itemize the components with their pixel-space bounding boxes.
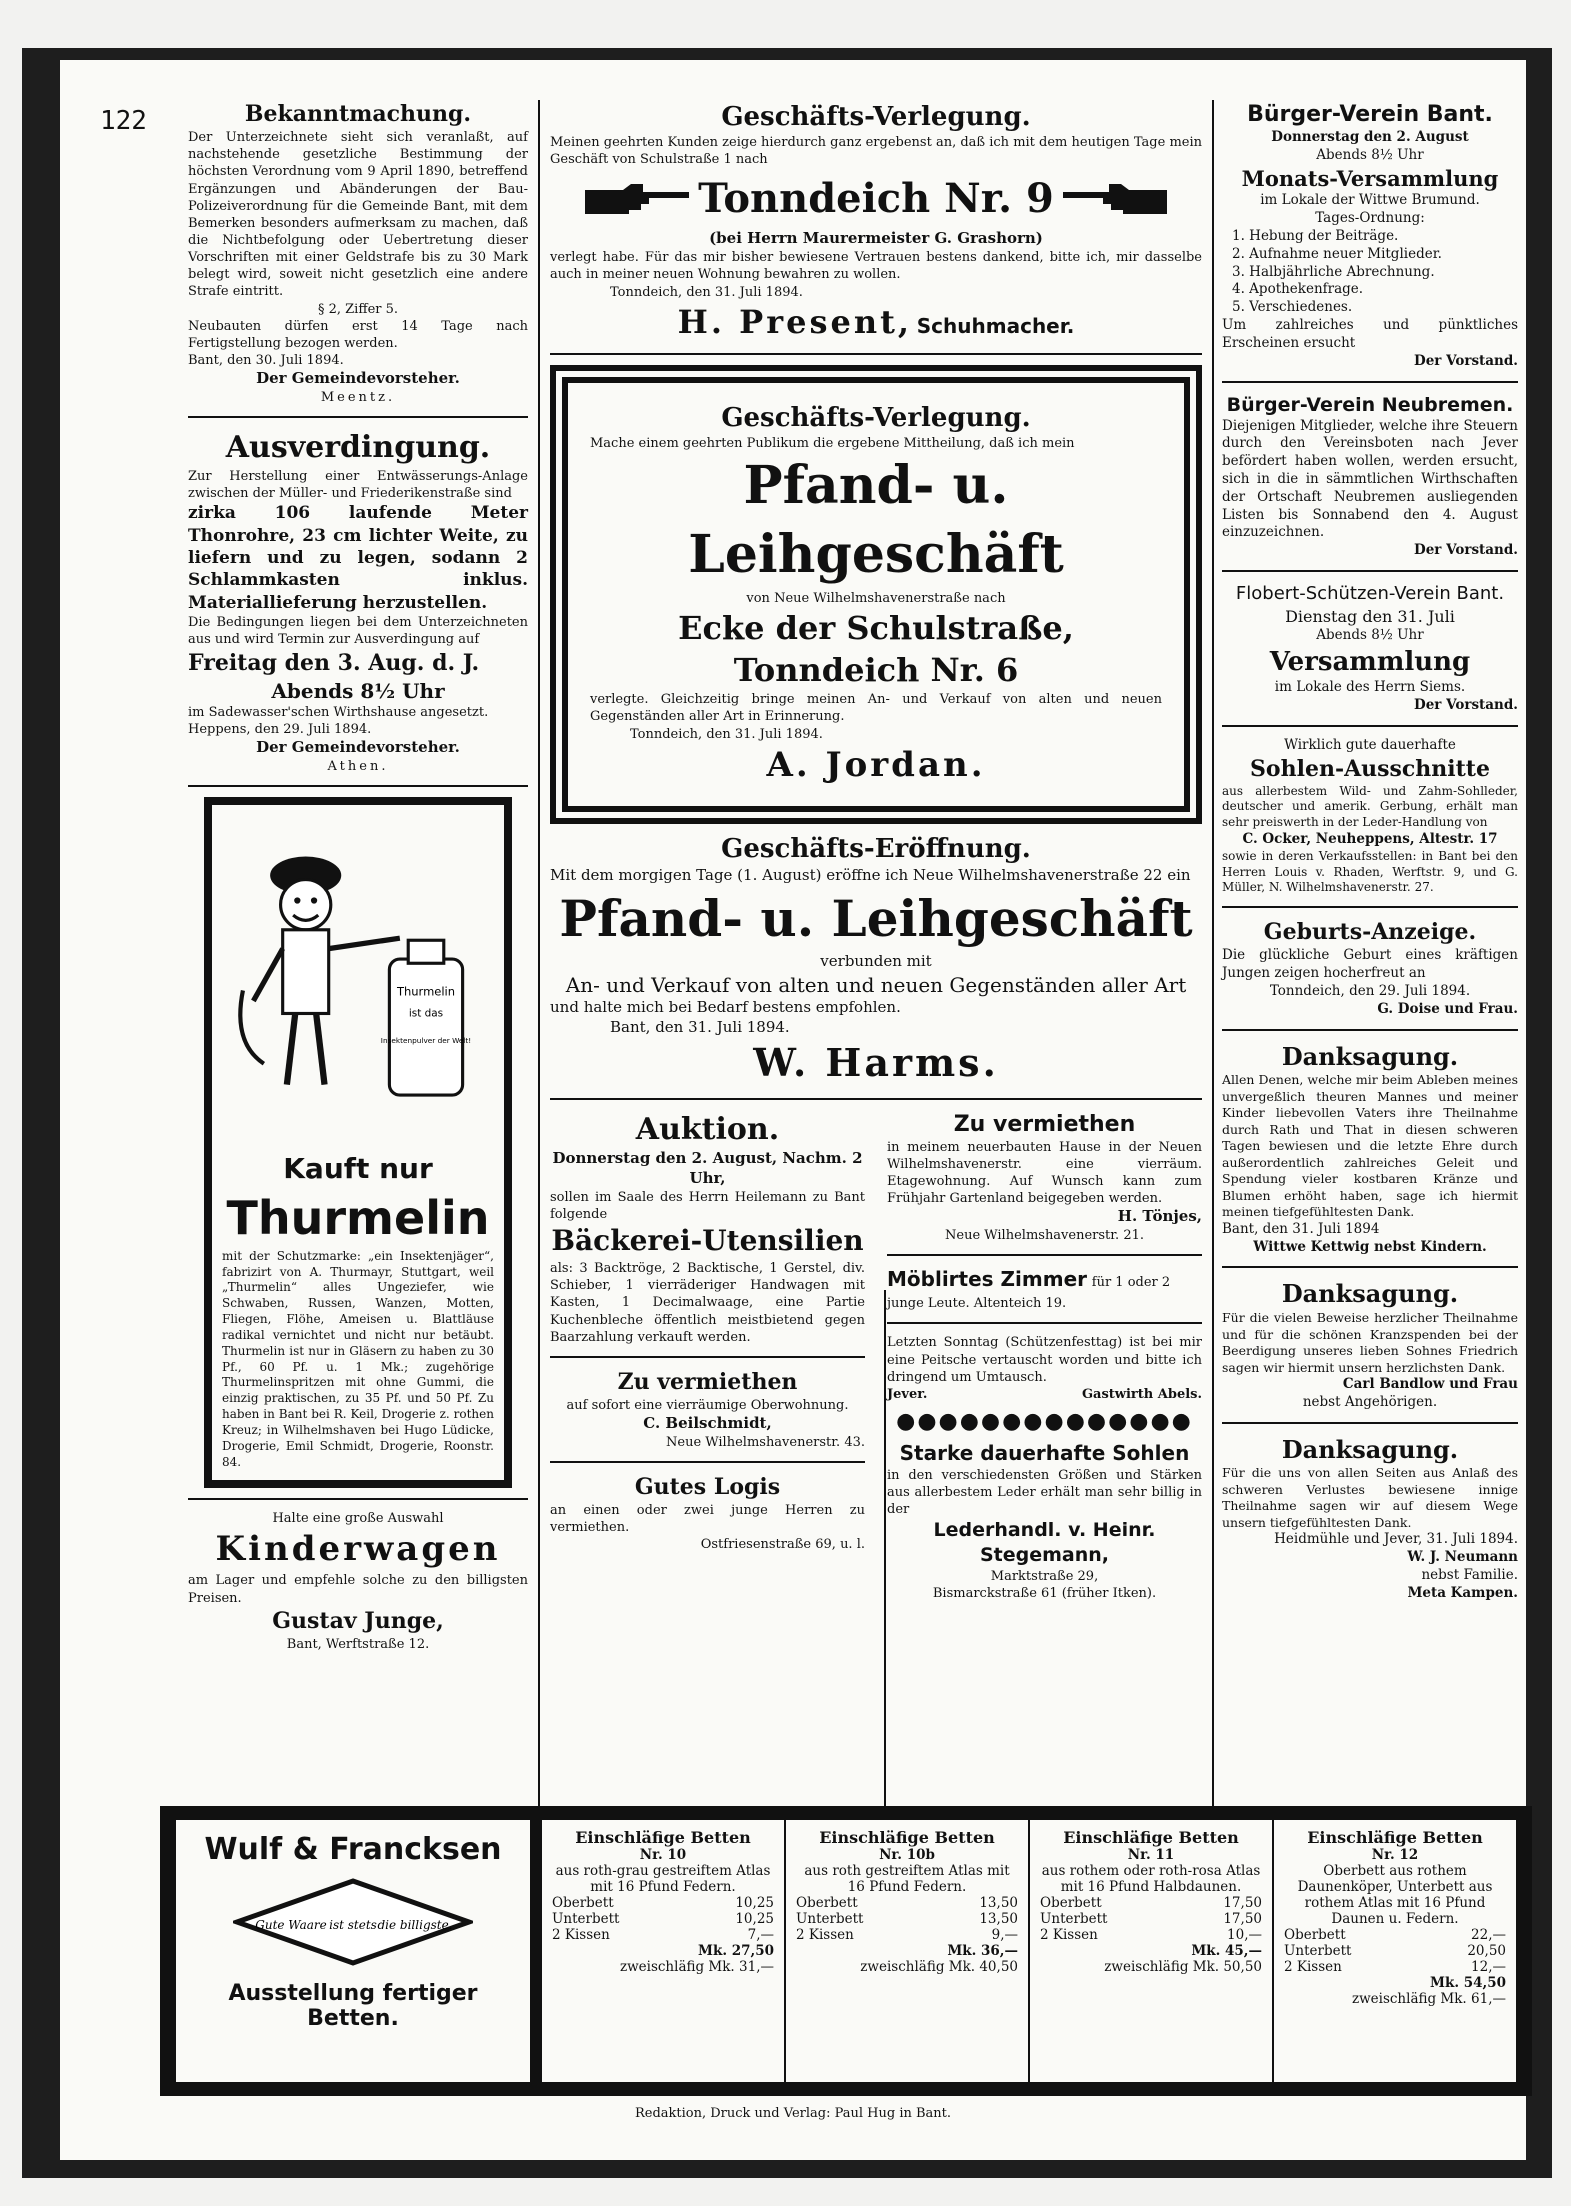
ad-big: Versammlung: [1269, 646, 1471, 677]
item-price: 22,—: [1471, 1927, 1506, 1943]
ad-date: Heidmühle und Jever, 31. Juli 1894.: [1274, 1531, 1518, 1548]
ad-date: Bant, den 31. Juli 1894: [1222, 1220, 1380, 1237]
ad-signature: Der Gemeindevorsteher.: [256, 738, 460, 757]
item-label: 2 Kissen: [1284, 1959, 1342, 1975]
ad-date-big: Freitag den 3. Aug. d. J.: [188, 649, 480, 676]
ad-text: von Neue Wilhelmshavenerstraße nach: [746, 590, 1006, 606]
bed-item: [1284, 1959, 1506, 1975]
ad-order: Tages-Ordnung:: [1315, 210, 1425, 227]
ad-trade: Schuhmacher.: [916, 313, 1075, 338]
ad-title: Geburts-Anzeige.: [1263, 919, 1477, 946]
bed-item: [796, 1927, 1018, 1943]
ad-text: Diejenigen Mitglieder, welche ihre Steuern durch den Vereinsboten nach Jever befördert haben wollen, werden ersucht, sich in die in sämmtlichen Wirthschaften der Ortschaft Neubremen ausliegenden Listen bis Sonnabend den 4. August einzuzeichnen.: [1222, 417, 1518, 541]
ad-big-address: Tonndeich Nr. 9: [698, 174, 1054, 222]
ad-text: Mache einem geehrten Publikum die ergebene Mittheilung, daß ich mein: [590, 436, 1075, 452]
brand-panel: [176, 1820, 540, 2082]
bed-item: [1284, 1943, 1506, 1959]
badge-text: Gute Waare: [255, 1918, 327, 1932]
pointing-hand-icon: [1059, 182, 1169, 216]
ad-text: auf sofort eine vierräumige Oberwohnung.: [566, 1397, 849, 1413]
ad-sub: nebst Angehörigen.: [1302, 1393, 1438, 1410]
pointing-hand-icon: [583, 182, 693, 216]
column-rule: [538, 100, 540, 1840]
ad-date: Donnerstag den 2. August, Nachm. 2 Uhr,: [552, 1149, 863, 1188]
divider: [1222, 570, 1518, 572]
ad-title: Bürger-Verein Bant.: [1247, 102, 1493, 127]
danksagung-3-ad: [1222, 1434, 1518, 1603]
ad-text: verlegt habe. Für das mir bisher bewiesene Vertrauen bestens dankend, bitte ich, mir dasselbe auch in meiner neuen Wohnung bewahren zu wollen.: [550, 250, 1202, 283]
ad-text: Die Bedingungen liegen bei dem Unterzeichneten aus und wird Termin zur Ausverdingung auf: [188, 615, 528, 648]
insect-hunter-illustration: [222, 815, 494, 1145]
ad-title: Auktion.: [635, 1111, 780, 1147]
ad-name: G. Doise und Frau.: [1377, 1000, 1518, 1017]
ad-title: Geschäfts-Verlegung.: [721, 102, 1031, 132]
ad-name: Gastwirth Abels.: [1081, 1386, 1202, 1402]
ad-name: Lederhandl. v. Heinr. Stegemann,: [933, 1518, 1156, 1567]
ad-text: Für die uns von allen Seiten aus Anlaß des schweren Verlustes bewiesene innige Theilnahme sagen wir auf diesem Wege unsern tiefgefühltesten Dank.: [1222, 1465, 1518, 1530]
item-label: Oberbett: [796, 1895, 858, 1911]
ad-text: als: 3 Backtröge, 2 Backtische, 1 Gerstel, div. Schieber, 1 vierräderiger Handwagen mit Kasten, 1 Decimalwaage, eine Partie Kuchenbleche öffentlich meistbietend gegen Baarzahlung verkauft werden.: [550, 1261, 865, 1345]
ad-date: Tonndeich, den 31. Juli 1894.: [610, 284, 803, 300]
quality-badge: [233, 1877, 473, 1967]
bed-double: zweischläfig Mk. 50,50: [1104, 1959, 1262, 1975]
item-label: Oberbett: [552, 1895, 614, 1911]
ad-text: An- und Verkauf von alten und neuen Gegenständen aller Art: [565, 972, 1187, 997]
ad-text: verlegte. Gleichzeitig bringe meinen An- und Verkauf von alten und neuen Gegenständen aller Art in Erinnerung.: [590, 692, 1162, 725]
agenda-item: 5. Verschiedenes.: [1232, 299, 1353, 316]
divider: [1222, 1029, 1518, 1031]
bed-double: zweischläfig Mk. 61,—: [1351, 1991, 1506, 2007]
divider: [188, 785, 528, 787]
divider: [188, 1498, 528, 1500]
thurmelin-ad: [204, 797, 512, 1488]
danksagung-2-ad: [1222, 1278, 1518, 1411]
ad-title: Möblirtes Zimmer: [887, 1267, 1087, 1292]
ad-place: im Lokale der Wittwe Brumund.: [1260, 192, 1480, 209]
bed-double: zweischläfig Mk. 40,50: [860, 1959, 1018, 1975]
bed-desc: aus rothem oder roth-rosa Atlas mit 16 Pfund Halbdaunen.: [1041, 1863, 1261, 1895]
ornament-dots: ●●●●●●●●●●●●●●: [896, 1409, 1193, 1435]
divider: [550, 1461, 865, 1463]
ad-big: Bäckerei-Utensilien: [551, 1224, 864, 1258]
ad-big: Pfand- u. Leihgeschäft: [559, 888, 1193, 948]
ad-brand: Thurmelin: [226, 1191, 490, 1246]
ad-name: Carl Bandlow und Frau: [1342, 1376, 1518, 1393]
ausverdingung-ad: [188, 428, 528, 775]
page-number: 122: [100, 106, 147, 136]
agenda-list: [1222, 228, 1518, 317]
item-price: 10,25: [735, 1895, 774, 1911]
ad-signature: Der Vorstand.: [1414, 696, 1518, 713]
ad-date: Heppens, den 29. Juli 1894.: [188, 722, 372, 738]
item-label: Unterbett: [796, 1911, 864, 1927]
agenda-item: 3. Halbjährliche Abrechnung.: [1232, 263, 1435, 280]
badge-text: die billigste.: [377, 1918, 453, 1932]
ad-name: A. Jordan.: [766, 744, 986, 785]
ad-address: Bismarckstraße 61 (früher Itken).: [932, 1586, 1157, 1602]
ad-text: Um zahlreiches und pünktliches Erscheinen ersucht: [1222, 317, 1518, 351]
ad-big: Pfand- u. Leihgeschäft: [688, 455, 1064, 586]
danksagung-1-ad: [1222, 1041, 1518, 1257]
bed-title: Einschläfige Betten: [1307, 1828, 1483, 1847]
column-rule: [1212, 100, 1214, 1840]
bed-item: [1284, 1927, 1506, 1943]
item-price: 17,50: [1223, 1895, 1262, 1911]
divider: [550, 1098, 1202, 1100]
bed-double: zweischläfig Mk. 31,—: [619, 1959, 774, 1975]
bed-item: [552, 1911, 774, 1927]
bed-desc: aus roth gestreiftem Atlas mit 16 Pfund Federn.: [804, 1863, 1010, 1895]
ad-date: Donnerstag den 2. August: [1271, 129, 1469, 146]
bed-total: Mk. 36,—: [947, 1943, 1018, 1959]
bed-title: Einschläfige Betten: [819, 1828, 995, 1847]
ad-text: Zur Herstellung einer Entwässerungs-Anlage zwischen der Müller- und Friederikenstraße sind: [188, 468, 528, 501]
bed-number: Nr. 11: [1127, 1847, 1175, 1863]
ad-signature: Der Gemeindevorsteher.: [256, 369, 460, 388]
bottle-label: Thurmelin: [396, 984, 456, 999]
ad-address: Marktstraße 29,: [990, 1569, 1099, 1585]
item-price: 9,—: [991, 1927, 1018, 1943]
ad-title: Kinderwagen: [215, 1529, 501, 1570]
divider: [550, 353, 1202, 355]
ad-date: Bant, den 30. Juli 1894.: [188, 353, 344, 369]
item-label: Oberbett: [1040, 1895, 1102, 1911]
ad-title: Bürger-Verein Neubremen.: [1226, 393, 1514, 416]
ad-time: Abends 8½ Uhr: [1316, 626, 1424, 643]
ad-text: Wirklich gute dauerhafte: [1284, 736, 1456, 753]
ad-text: am Lager und empfehle solche zu den billigsten Preisen.: [188, 1573, 528, 1606]
ad-text: Halte eine große Auswahl: [272, 1511, 444, 1527]
ad-text: mit der Schutzmarke: „ein Insektenjäger“, fabrizirt von A. Thurmayr, Stuttgart, weil „Thurmelin“ alles Ungeziefer, wie Schwaben, Russen, Wanzen, Motten, Fliegen, Flöhe, Ameisen u. Blattläuse radikal vernichtet und nicht nur betäubt. Thurmelin ist nur in Gläsern zu haben zu 30 Pf., 60 Pf. u. 1 Mk.; zugehörige Thurmelinspritzen mit ohne Gummi, die einzig praktischen, zu 35 Pf. und 50 Pf. Zu haben in Bant bei R. Keil, Drogerie z. rothen Kreuz; in Wilhelmshaven bei Hugo Lüdicke, Drogerie, Emil Schmidt, Drogerie, Roonstr. 84.: [222, 1248, 494, 1469]
ad-title: Geschäfts-Eröffnung.: [721, 833, 1031, 864]
buergerverein-neubremen-ad: [1222, 393, 1518, 561]
bed-number: Nr. 10b: [879, 1847, 935, 1863]
divider: [1222, 725, 1518, 727]
geburts-anzeige-ad: [1222, 918, 1518, 1018]
item-price: 13,50: [979, 1895, 1018, 1911]
bed-item: [1040, 1895, 1262, 1911]
ad-title: Bekanntmachung.: [244, 101, 472, 127]
sub-column-left: [550, 1110, 873, 1603]
ad-name: H. Present,: [677, 302, 912, 341]
divider: [1222, 906, 1518, 908]
item-price: 17,50: [1223, 1911, 1262, 1927]
kinderwagen-ad: [188, 1510, 528, 1653]
jordan-ad: [550, 365, 1202, 824]
ad-text: sowie in deren Verkaufsstellen: in Bant bei den Herren Louis v. Rhaden, Werftstr. 9, und G. Müller, N. Wilhelmshavenerstr. 27.: [1222, 848, 1518, 895]
harms-ad: [550, 832, 1202, 1088]
ad-text: verbunden mit: [820, 951, 932, 970]
bed-desc: Oberbett aus rothem Daunenköper, Unterbett aus rothem Atlas mit 16 Pfund Daunen u. Federn.: [1297, 1863, 1493, 1927]
ad-signature: Der Vorstand.: [1414, 352, 1518, 369]
ad-name: C. Beilschmidt,: [643, 1414, 772, 1433]
item-price: 7,—: [747, 1927, 774, 1943]
ad-name: Athen.: [327, 759, 389, 775]
exhibit-label: Ausstellung fertiger Betten.: [228, 1981, 478, 2031]
sohlen-ausschnitte-ad: [1222, 737, 1518, 897]
column-middle: [550, 100, 1202, 1602]
item-price: 20,50: [1467, 1943, 1506, 1959]
ad-text: in den verschiedensten Größen und Stärken aus allerbestem Leder erhält man sehr billig in der: [887, 1467, 1202, 1517]
item-label: 2 Kissen: [552, 1927, 610, 1943]
badge-text: ist stets: [329, 1918, 377, 1932]
bed-item: [796, 1895, 1018, 1911]
ad-text: in meinem neuerbauten Hause in der Neuen Wilhelmshavenerstr. eine vierräum. Etagewohnung. Auf Wunsch kann zum Frühjahr Gartenland beigegeben werden.: [887, 1139, 1202, 1207]
ad-address: Ostfriesenstraße 69, u. l.: [700, 1537, 865, 1553]
item-price: 10,—: [1227, 1927, 1262, 1943]
bed-offer: [540, 1820, 784, 2082]
item-label: 2 Kissen: [796, 1927, 854, 1943]
bed-total: Mk. 27,50: [698, 1943, 774, 1959]
ad-date: Dienstag den 31. Juli: [1285, 606, 1455, 626]
bed-number: Nr. 10: [639, 1847, 687, 1863]
ad-text: an einen oder zwei junge Herren zu vermiethen.: [550, 1503, 865, 1536]
bed-desc: aus roth-grau gestreiftem Atlas mit 16 Pfund Federn.: [555, 1863, 771, 1895]
ad-title: Danksagung.: [1281, 1279, 1459, 1309]
ad-big: Sohlen-Ausschnitte: [1250, 755, 1490, 782]
item-label: Oberbett: [1284, 1927, 1346, 1943]
ad-text: für 1 oder 2 junge Leute. Altenteich 19.: [887, 1275, 1171, 1311]
divider: [1222, 381, 1518, 383]
ad-text: Für die vielen Beweise herzlicher Theilnahme und für die schönen Kranzspenden bei der Beerdigung unseres lieben Sohnes Friedrich sagen wir hiermit unsern herzlichsten Dank.: [1222, 1310, 1518, 1375]
ad-text: und halte mich bei Bedarf bestens empfohlen.: [550, 997, 901, 1016]
item-price: 12,—: [1471, 1959, 1506, 1975]
ad-place: Jever.: [887, 1386, 928, 1402]
divider: [1222, 1422, 1518, 1424]
agenda-item: 2. Aufnahme neuer Mitglieder.: [1232, 245, 1442, 262]
ad-text: Neubauten dürfen erst 14 Tage nach Fertigstellung bezogen werden.: [188, 318, 528, 351]
ad-sub: nebst Familie.: [1421, 1566, 1518, 1583]
buergerverein-bant-ad: [1222, 100, 1518, 371]
ad-address: Neue Wilhelmshavenerstr. 43.: [666, 1434, 865, 1450]
ad-signature: Der Vorstand.: [1414, 542, 1518, 559]
bed-total: Mk. 45,—: [1191, 1943, 1262, 1959]
sub-column-right: [873, 1110, 1202, 1603]
bed-offer: [784, 1820, 1028, 2082]
ad-title: Flobert-Schützen-Verein Bant.: [1235, 583, 1505, 605]
bed-title: Einschläfige Betten: [1063, 1828, 1239, 1847]
bed-item: [552, 1895, 774, 1911]
divider: [550, 1356, 865, 1358]
bottle-label: Insektenpulver der Welt!: [380, 1036, 472, 1046]
ad-title: Gutes Logis: [634, 1474, 781, 1501]
ad-text: Die glückliche Geburt eines kräftigen Jungen zeigen hocherfreut an: [1222, 947, 1518, 982]
bed-offer: [1028, 1820, 1272, 2082]
ad-kauft: Kauft nur: [283, 1152, 433, 1186]
ad-address: Bant, Werftstraße 12.: [286, 1636, 430, 1652]
ad-name: Wittwe Kettwig nebst Kindern.: [1253, 1238, 1487, 1255]
item-price: 13,50: [979, 1911, 1018, 1927]
item-label: Unterbett: [1040, 1911, 1108, 1927]
column-right: [1222, 100, 1518, 1603]
bed-item: [1040, 1927, 1262, 1943]
ad-time-big: Abends 8½ Uhr: [271, 678, 445, 703]
bed-total: Mk. 54,50: [1430, 1975, 1506, 1991]
ad-subtitle: (bei Herrn Maurermeister G. Grashorn): [709, 229, 1043, 248]
ad-title: Danksagung.: [1281, 1434, 1459, 1464]
ad-title: Starke dauerhafte Sohlen: [899, 1441, 1190, 1466]
ad-text: Letzten Sonntag (Schützenfesttag) ist bei mir eine Peitsche vertauscht worden und bitte ich dringend um Umtausch.: [887, 1335, 1202, 1385]
brand-name: Wulf & Francksen: [204, 1832, 502, 1867]
bed-item: [1040, 1911, 1262, 1927]
ad-title: Zu vermiethen: [617, 1368, 798, 1395]
ad-name: C. Ocker, Neuheppens, Altestr. 17: [1242, 831, 1498, 848]
ad-address: Neue Wilhelmshavenerstr. 21.: [945, 1228, 1144, 1244]
ad-bold-text: zirka 106 laufende Meter Thonrohre, 23 cm lichter Weite, zu liefern und zu legen, sodann 2 Schlammkasten inklus. Materiallieferung herzustellen.: [188, 503, 528, 613]
bed-number: Nr. 12: [1371, 1847, 1419, 1863]
flobert-ad: [1222, 582, 1518, 715]
ad-date: Tonndeich, den 29. Juli 1894.: [1269, 982, 1471, 999]
ad-date: Tonndeich, den 31. Juli 1894.: [630, 726, 823, 742]
bedding-banner: [176, 1820, 1516, 2082]
ad-big: Monats-Versammlung: [1241, 165, 1499, 191]
agenda-item: 1. Hebung der Beiträge.: [1232, 228, 1399, 244]
ad-text: im Sadewasser'schen Wirthshause angesetzt.: [188, 705, 489, 720]
ad-text: aus allerbestem Wild- und Zahm-Sohlleder, deutscher und amerik. Gerbung, erhält man sehr preiswerth in der Leder-Handlung von: [1222, 783, 1518, 830]
ad-text: sollen im Saale des Herrn Heilemann zu Bant folgende: [550, 1189, 865, 1222]
divider: [188, 416, 528, 418]
bottle-label: ist das: [408, 1007, 444, 1020]
bed-offer: [1272, 1820, 1516, 2082]
bed-item: [552, 1927, 774, 1943]
ad-text: Mit dem morgigen Tage (1. August) eröffne ich Neue Wilhelmshavenerstraße 22 ein: [550, 865, 1191, 884]
ad-text: Meinen geehrten Kunden zeige hierdurch ganz ergebenst an, daß ich mit dem heutigen Tage mein Geschäft von Schulstraße 1 nach: [550, 135, 1202, 168]
bed-item: [796, 1911, 1018, 1927]
ad-title: Geschäfts-Verlegung.: [721, 402, 1031, 433]
divider: [887, 1254, 1202, 1256]
ad-title: Zu vermiethen: [953, 1111, 1136, 1137]
ad-text: Der Unterzeichnete sieht sich veranlaßt, auf nachstehende gesetzliche Bestimmung der höchsten Verordnung vom 9 April 1890, betreffend Ergänzungen und Abänderungen der Bau-Polizeiverordnung für die Gemeinde Bant, mit dem Bemerken besonders aufmerksam zu machen, daß die Nichtbefolgung oder Uebertretung dieser Vorschriften mit einer Geldstrafe bis zu 30 Mark belegt wird, soweit nicht gesetzlich eine andere Strafe eintritt.: [188, 130, 528, 300]
ad-sub: Meta Kampen.: [1407, 1584, 1518, 1601]
item-label: Unterbett: [1284, 1943, 1352, 1959]
ad-date: Bant, den 31. Juli 1894.: [610, 1017, 790, 1036]
ad-name: W. J. Neumann: [1407, 1549, 1518, 1566]
bekanntmachung-ad: [188, 100, 528, 406]
ad-name: Meentz.: [320, 390, 396, 406]
item-price: 10,25: [735, 1911, 774, 1927]
ad-big-address: Ecke der Schulstraße, Tonndeich Nr. 6: [678, 608, 1074, 690]
column-left: [188, 100, 528, 1653]
imprint-footer: Redaktion, Druck und Verlag: Paul Hug in Bant.: [634, 2106, 952, 2121]
item-label: 2 Kissen: [1040, 1927, 1098, 1943]
agenda-item: 4. Apothekenfrage.: [1232, 281, 1364, 298]
ad-paragraph: § 2, Ziffer 5.: [317, 301, 399, 317]
ad-time: Abends 8½ Uhr: [1316, 146, 1424, 163]
ad-title: Danksagung.: [1281, 1041, 1459, 1071]
bed-title: Einschläfige Betten: [575, 1828, 751, 1847]
ad-text: Allen Denen, welche mir beim Ableben meines unvergeßlich theuren Mannes und meiner Kinder liebevollen Vaters ihre Theilnahme durch Rath und That in diesen schweren Tagen bewiesen und die letzte Ehre durch außerordentlich zahlreiches Geleit und Spendung vieler kostbaren Kränze und Blumen erhöht haben, sage ich hiermit meinen tiefgefühltesten Dank.: [1222, 1072, 1518, 1220]
ad-name: Gustav Junge,: [272, 1607, 444, 1634]
ad-title: Ausverdingung.: [225, 430, 491, 466]
ad-name: H. Tönjes,: [1117, 1207, 1202, 1226]
divider: [887, 1322, 1202, 1324]
item-label: Unterbett: [552, 1911, 620, 1927]
ad-name: W. Harms.: [753, 1039, 999, 1085]
present-ad: [550, 100, 1202, 343]
divider: [1222, 1266, 1518, 1268]
ad-place: im Lokale des Herrn Siems.: [1274, 679, 1466, 696]
